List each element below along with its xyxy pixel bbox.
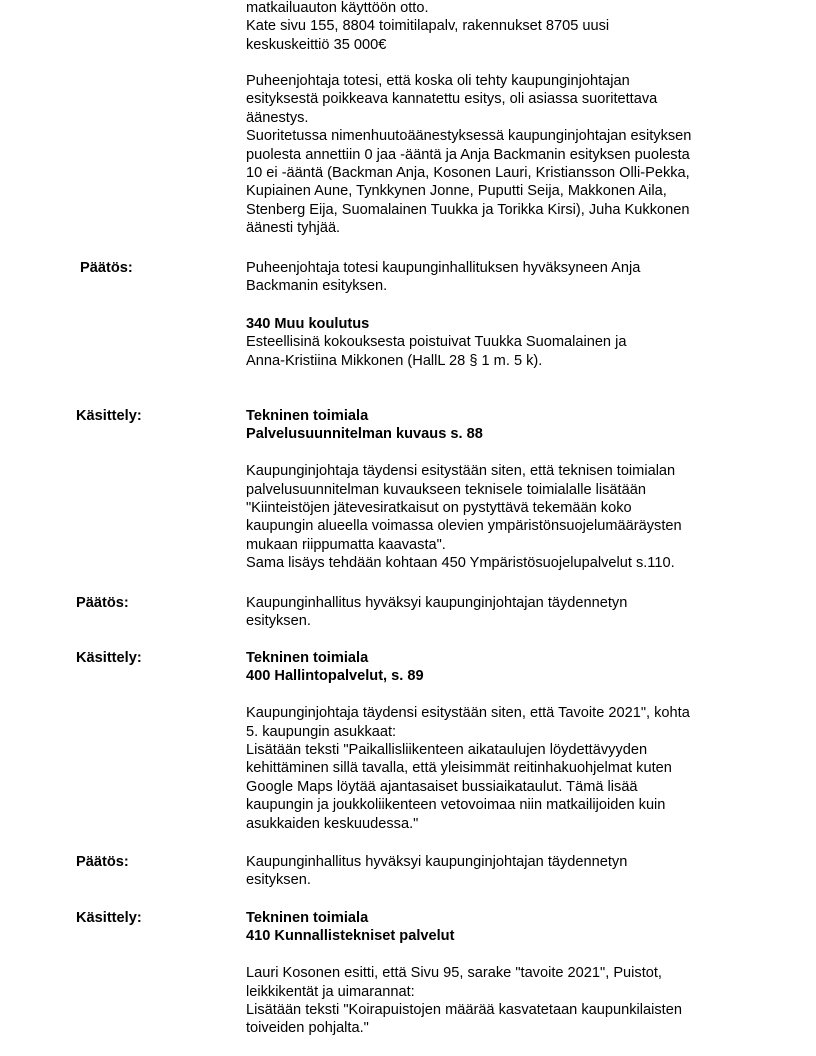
kasittely-paragraph	[246, 649, 756, 833]
text-line: Google Maps löytää ajantasaiset bussiaikataulut. Tämä lisää	[246, 778, 638, 795]
text-line: Kupiainen Aune, Tynkkynen Jonne, Puputti Seija, Makkonen Aila,	[246, 183, 667, 200]
text-line: Kaupunginhallitus hyväksyi kaupunginjohtajan täydennetyn	[246, 595, 628, 611]
section-label-kasittely: Käsittely:	[76, 910, 142, 926]
text-line: puolesta annettiin 0 jaa -ääntä ja Anja Backmanin esityksen puolesta	[246, 146, 690, 163]
section-label-paatos: Päätös:	[80, 260, 133, 276]
section-heading: 340 Muu koulutus	[246, 316, 370, 332]
section-label-paatos: Päätös:	[76, 854, 129, 870]
text-line: Anna-Kristiina Mikkonen (HallL 28 § 1 m. 5 k).	[246, 352, 543, 369]
text-line: "Kiinteistöjen jätevesiratkaisut on pystyttävä tekemään koko	[246, 500, 632, 517]
text-line: Puheenjohtaja totesi kaupunginhallituksen hyväksyneen Anja	[246, 260, 641, 276]
text-line: leikkikentät ja uimarannat:	[246, 983, 415, 1000]
section-subheading: 410 Kunnallistekniset palvelut	[246, 928, 455, 945]
section-heading: Tekninen toimiala	[246, 650, 369, 666]
decision-paragraph	[246, 259, 756, 296]
section-subheading: Palvelusuunnitelman kuvaus s. 88	[246, 426, 483, 443]
text-line: Backmanin esityksen.	[246, 278, 388, 295]
text-line: kaupungin alueella voimassa olevien ympäristönsuojelumääräysten	[246, 518, 682, 535]
section-label-paatos: Päätös:	[76, 595, 129, 611]
text-line: 10 ei -ääntä (Backman Anja, Kosonen Lauri, Kristiansson Olli-Pekka,	[246, 165, 690, 182]
intro-paragraph	[246, 0, 756, 54]
text-line: toiveiden pohjalta."	[246, 1020, 369, 1037]
text-line: Kaupunginjohtaja täydensi esitystään siten, että Tavoite 2021", kohta	[246, 705, 690, 722]
section-heading: Tekninen toimiala	[246, 910, 369, 926]
text-line: keskuskeittiö 35 000€	[246, 36, 387, 53]
text-line: kaupungin ja joukkoliikenteen vetovoimaa niin matkailijoiden kuin	[246, 797, 666, 814]
text-line: äänestys.	[246, 109, 309, 126]
text-line: Puheenjohtaja totesi, että koska oli tehty kaupunginjohtajan	[246, 73, 630, 89]
text-line: esityksestä poikkeava kannatettu esitys, oli asiassa suoritettava	[246, 91, 658, 108]
section-label-kasittely: Käsittely:	[76, 650, 142, 666]
section-subheading: 400 Hallintopalvelut, s. 89	[246, 668, 424, 685]
text-line: äänesti tyhjää.	[246, 220, 341, 237]
decision-paragraph	[246, 853, 756, 890]
text-line: Kaupunginhallitus hyväksyi kaupunginjohtajan täydennetyn	[246, 854, 628, 870]
text-line: asukkaiden keskuudessa."	[246, 815, 419, 832]
kasittely-paragraph	[246, 909, 756, 1038]
text-line: esityksen.	[246, 872, 311, 889]
text-line: Lisätään teksti "Paikallisliikenteen aikataulujen löydettävyyden	[246, 742, 648, 759]
vote-paragraph	[246, 72, 756, 238]
muu-koulutus-paragraph	[246, 315, 756, 370]
section-heading: Tekninen toimiala	[246, 408, 369, 424]
text-line: Esteellisinä kokouksesta poistuivat Tuukka Suomalainen ja	[246, 334, 627, 351]
text-line: esityksen.	[246, 613, 311, 630]
kasittely-paragraph	[246, 407, 756, 573]
decision-paragraph	[246, 594, 756, 631]
text-line: Lisätään teksti "Koirapuistojen määrää kasvatetaan kaupunkilaisten	[246, 1002, 682, 1019]
text-line: Suoritetussa nimenhuutoäänestyksessä kaupunginjohtajan esityksen	[246, 128, 692, 145]
text-line: Kate sivu 155, 8804 toimitilapalv, rakennukset 8705 uusi	[246, 18, 610, 35]
text-line: mukaan riippumatta kaavasta".	[246, 536, 446, 553]
text-line: Lauri Kosonen esitti, että Sivu 95, sarake "tavoite 2021", Puistot,	[246, 965, 662, 982]
text-line: kehittäminen sillä tavalla, että yleisimmät reitinhakuohjelmat kuten	[246, 760, 672, 777]
text-line: matkailuauton käyttöön otto.	[246, 0, 429, 16]
text-line: 5. kaupungin asukkaat:	[246, 723, 397, 740]
section-label-kasittely: Käsittely:	[76, 408, 142, 424]
text-line: Stenberg Eija, Suomalainen Tuukka ja Torikka Kirsi), Juha Kukkonen	[246, 201, 690, 218]
text-line: palvelusuunnitelman kuvaukseen teknisele toimialalle lisätään	[246, 481, 646, 498]
text-line: Kaupunginjohtaja täydensi esitystään siten, että teknisen toimialan	[246, 463, 676, 480]
text-line: Sama lisäys tehdään kohtaan 450 Ympäristösuojelupalvelut s.110.	[246, 555, 675, 572]
